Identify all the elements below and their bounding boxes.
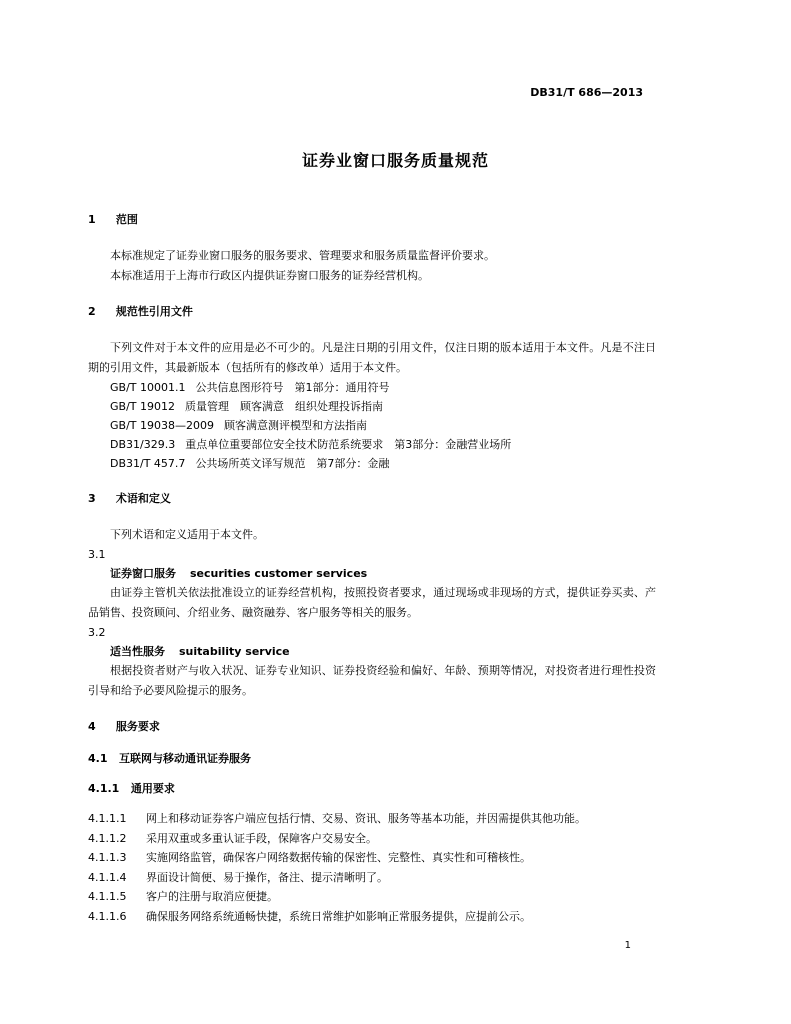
- reference-code: GB/T 19038—2009: [110, 419, 214, 432]
- reference-name: 公共场所英文译写规范 第7部分：金融: [195, 457, 390, 470]
- reference-name: 质量管理 顾客满意 组织处理投诉指南: [185, 400, 383, 413]
- reference-code: GB/T 19012: [110, 400, 175, 413]
- section-title: 规范性引用文件: [115, 305, 193, 318]
- document-body: [88, 210, 656, 926]
- subsection-number: 4.1.1: [88, 782, 120, 795]
- term-cn: 证券窗口服务: [110, 567, 176, 580]
- item-number: 4.1.1.5: [88, 890, 127, 903]
- term-number: 3.1: [88, 548, 106, 561]
- term-definition: 由证券主管机关依法批准设立的证券经营机构，按照投资者要求，通过现场或非现场的方式，提供证券买卖、产品销售、投资顾问、介绍业务、融资融券、客户服务等相关的服务。: [88, 586, 656, 619]
- section-number: 2: [88, 305, 96, 318]
- requirement-item: [88, 907, 656, 927]
- reference-item: [88, 416, 656, 435]
- section-title: 服务要求: [115, 720, 160, 733]
- item-text: 确保服务网络系统通畅快捷，系统日常维护如影响正常服务提供，应提前公示。: [146, 909, 531, 923]
- section-4-heading: [88, 717, 656, 737]
- item-text: 网上和移动证券客户端应包括行情、交易、资讯、服务等基本功能，并因需提供其他功能。: [146, 812, 586, 825]
- reference-item: [88, 454, 656, 473]
- document-code: DB31/T 686—2013: [530, 86, 643, 99]
- section-2-heading: [88, 302, 656, 322]
- document-title: 证券业窗口服务质量规范: [301, 151, 489, 170]
- subsection-4-1-1-heading: [88, 779, 656, 799]
- item-text: 界面设计简便、易于操作，备注、提示清晰明了。: [146, 870, 388, 884]
- subsection-title: 互联网与移动通讯证券服务: [119, 752, 251, 765]
- paragraph: 下列术语和定义适用于本文件。: [110, 528, 264, 541]
- requirement-item: [88, 809, 656, 829]
- term-cn: 适当性服务: [110, 645, 165, 658]
- reference-item: [88, 435, 656, 454]
- item-number: 4.1.1.3: [88, 851, 127, 864]
- section-3-heading: [88, 489, 656, 509]
- term-en: securities customer services: [190, 567, 368, 580]
- term-definition: 根据投资者财产与收入状况、证券专业知识、证券投资经验和偏好、年龄、预期等情况，对投资者进行理性投资引导和给予必要风险提示的服务。: [88, 664, 656, 697]
- section-1-heading: [88, 210, 656, 230]
- reference-code: DB31/T 457.7: [110, 457, 186, 470]
- term-en: suitability service: [179, 645, 290, 658]
- requirement-item: [88, 868, 656, 888]
- item-number: 4.1.1.6: [88, 909, 127, 923]
- section-title: 术语和定义: [115, 492, 171, 505]
- subsection-4-1-heading: [88, 749, 656, 769]
- subsection-title: 通用要求: [130, 782, 175, 795]
- requirement-item: [88, 887, 656, 907]
- item-number: 4.1.1.2: [88, 831, 127, 845]
- item-text: 实施网络监管，确保客户网络数据传输的保密性、完整性、真实性和可稽核性。: [146, 851, 531, 864]
- requirement-item: [88, 848, 656, 868]
- reference-name: 重点单位重要部位安全技术防范系统要求 第3部分：金融营业场所: [185, 438, 512, 451]
- paragraph: 本标准适用于上海市行政区内提供证券窗口服务的证券经营机构。: [110, 269, 429, 282]
- requirement-item: [88, 829, 656, 849]
- paragraph: 本标准规定了证券业窗口服务的服务要求、管理要求和服务质量监督评价要求。: [110, 249, 495, 262]
- item-text: 客户的注册与取消应便捷。: [146, 890, 278, 903]
- term-heading: [88, 564, 656, 583]
- section-number: 3: [88, 492, 96, 505]
- item-text: 采用双重或多重认证手段，保障客户交易安全。: [146, 831, 377, 845]
- reference-name: 顾客满意测评模型和方法指南: [223, 419, 367, 432]
- reference-name: 公共信息图形符号 第1部分：通用符号: [195, 381, 390, 394]
- section-title: 范围: [115, 213, 138, 226]
- reference-item: [88, 378, 656, 397]
- item-number: 4.1.1.1: [88, 812, 127, 825]
- section-number: 1: [88, 213, 96, 226]
- term-number: 3.2: [88, 626, 106, 639]
- reference-code: GB/T 10001.1: [110, 381, 186, 394]
- subsection-number: 4.1: [88, 752, 108, 765]
- term-heading: [88, 642, 656, 661]
- reference-code: DB31/329.3: [110, 438, 176, 451]
- item-number: 4.1.1.4: [88, 870, 127, 884]
- page-number: 1: [624, 940, 631, 951]
- reference-item: [88, 397, 656, 416]
- paragraph: 下列文件对于本文件的应用是必不可少的。凡是注日期的引用文件，仅注日期的版本适用于本文件。凡是不注日期的引用文件，其最新版本（包括所有的修改单）适用于本文件。: [88, 341, 656, 374]
- section-number: 4: [88, 720, 96, 733]
